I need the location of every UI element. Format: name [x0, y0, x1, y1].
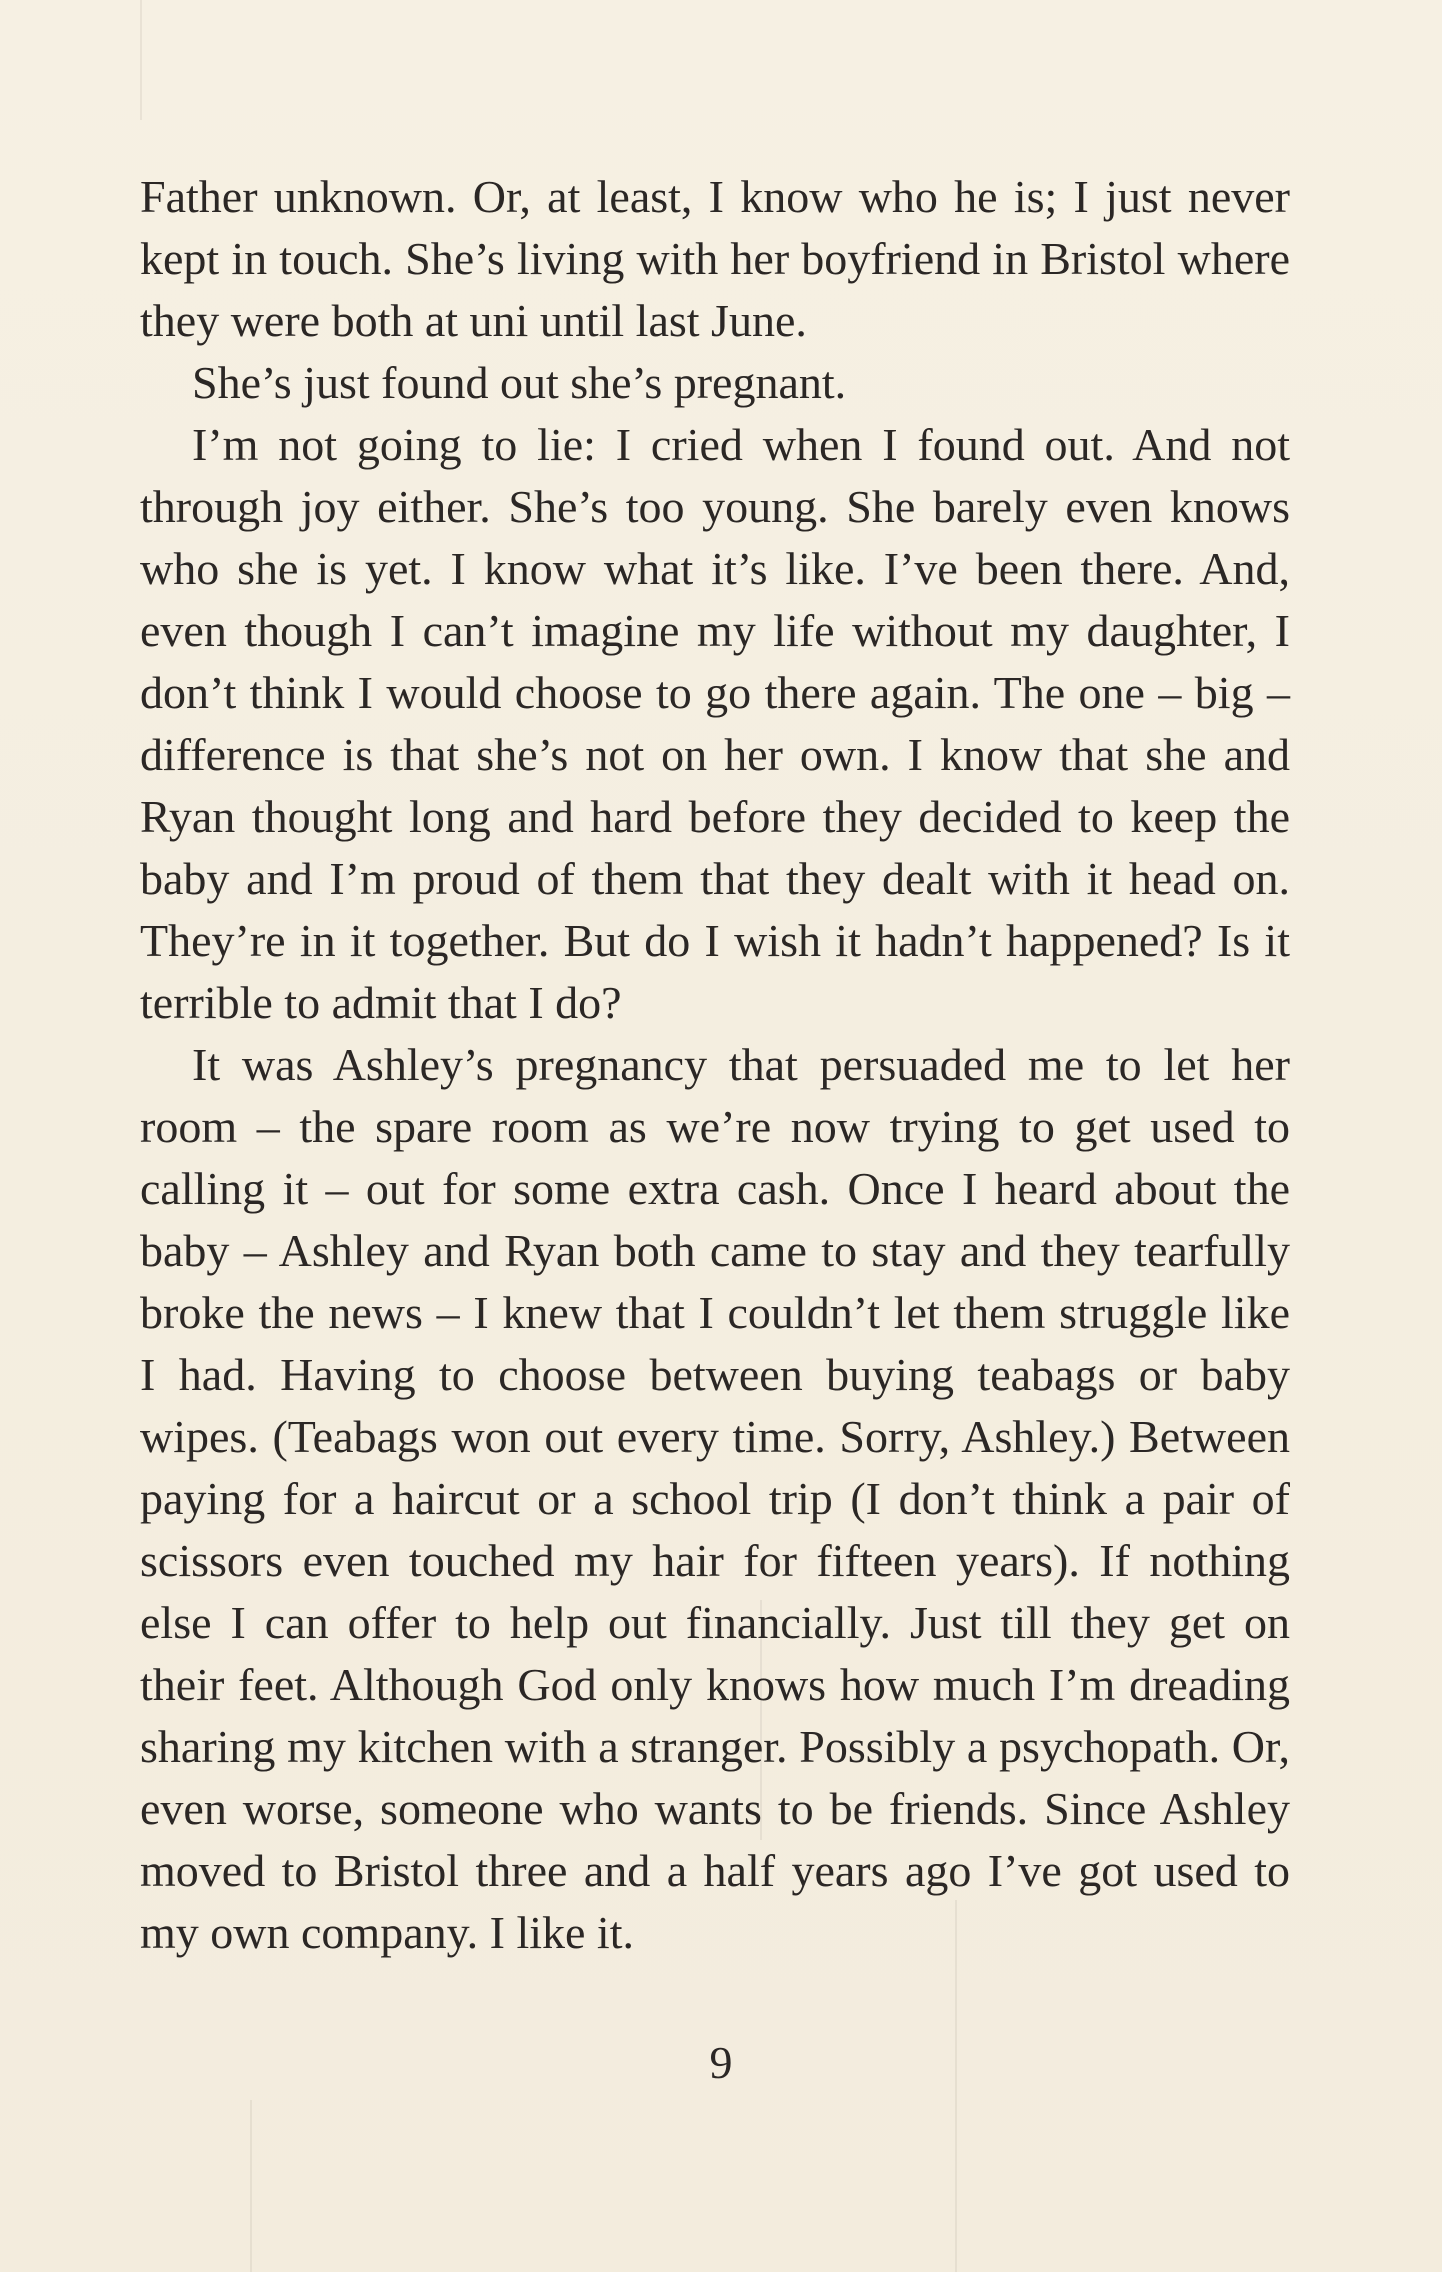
paragraph: She’s just found out she’s pregnant.	[192, 357, 847, 408]
paragraph: Father unknown. Or, at least, I know who he is; I just never kept in touch. She’s living with her boyfriend in Bristol where they were both at uni until last June.	[140, 171, 1290, 346]
paragraph: It was Ashley’s pregnancy that persuaded me to let her room – the spare room as we’re now trying to get used to calling it – out for some extra cash. Once I heard about the baby – Ashley and Ryan both came to stay and they tearfully broke the news – I knew that I couldn’t let them struggle like I had. Having to choose between buying teabags or baby wipes. (Teabags won out every time. Sorry, Ashley.) Between paying for a haircut or a school trip (I don’t think a pair of scissors even touched my hair for fifteen years). If nothing else I can offer to help out financially. Just till they get on their feet. Although God only knows how much I’m dreading sharing my kitchen with a stranger. Possibly a psychopath. Or, even worse, someone who wants to be friends. Since Ashley moved to Bristol three and a half years ago I’ve got used to my own company. I like it.	[140, 1039, 1290, 1958]
paragraph: I’m not going to lie: I cried when I found out. And not through joy either. She’s too young. She barely even knows who she is yet. I know what it’s like. I’ve been there. And, even though I can’t imagine my life without my daughter, I don’t think I would choose to go there again. The one – big – difference is that she’s not on her own. I know that she and Ryan thought long and hard before they decided to keep the baby and I’m proud of them that they dealt with it head on. They’re in it together. But do I wish it hadn’t happened? Is it terrible to admit that I do?	[140, 419, 1290, 1028]
body-text	[140, 166, 1290, 1964]
page-number: 9	[709, 2037, 733, 2088]
paper-streak	[250, 2100, 252, 2272]
paper-streak	[140, 0, 142, 120]
